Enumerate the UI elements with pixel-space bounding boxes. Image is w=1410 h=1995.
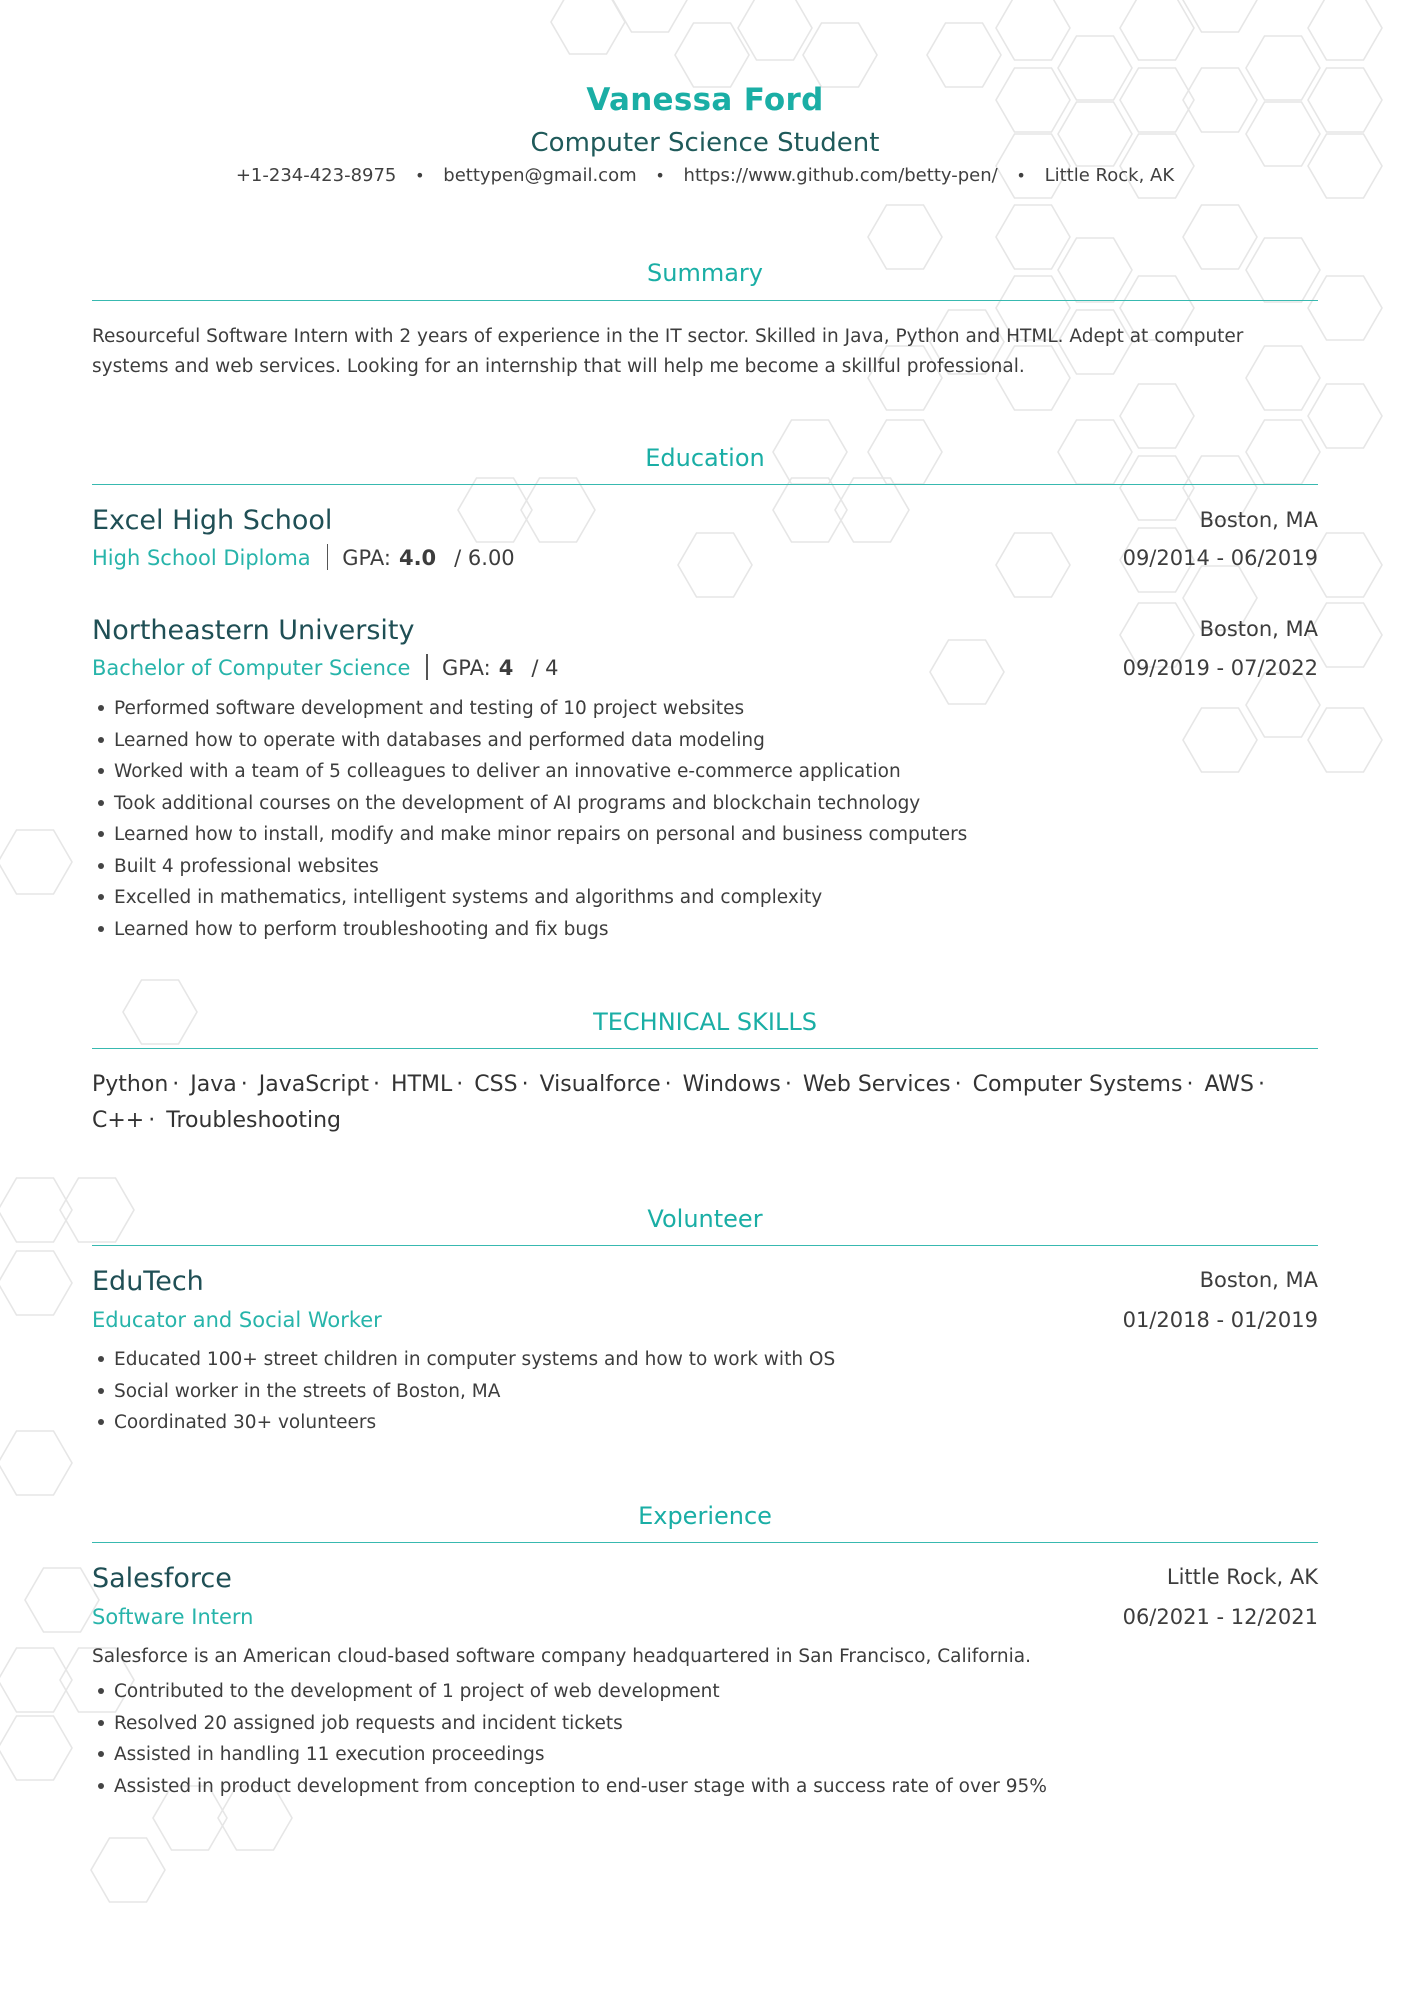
list-item: Contributed to the development of 1 project of web development: [96, 1677, 1047, 1709]
degree-line: [92, 656, 558, 682]
school-dates: 09/2019 - 07/2022: [1122, 656, 1318, 680]
education-divider: [92, 484, 1318, 485]
skill-item: JavaScript: [258, 1072, 370, 1097]
school-location: Boston, MA: [1199, 508, 1318, 532]
gpa: [442, 656, 558, 680]
hexagon-shape: [25, 1568, 99, 1632]
gpa-max: / 4: [531, 656, 559, 680]
skill-item: C++: [92, 1108, 145, 1133]
job-location: Little Rock, AK: [1166, 1565, 1318, 1589]
volunteer-location: Boston, MA: [1199, 1268, 1318, 1292]
education-bullet-list: [96, 694, 967, 946]
hexagon-shape: [1308, 533, 1382, 597]
skill-item: Visualforce: [539, 1072, 661, 1097]
school-dates: 09/2014 - 06/2019: [1122, 546, 1318, 570]
list-item: Resolved 20 assigned job requests and incident tickets: [96, 1709, 1047, 1741]
list-item: Assisted in handling 11 execution proceedings: [96, 1740, 1047, 1772]
list-item: Took additional courses on the development of AI programs and blockchain technology: [96, 789, 967, 821]
skill-separator: ·: [521, 1072, 529, 1097]
job-dates: 06/2021 - 12/2021: [1122, 1605, 1318, 1629]
company-description: Salesforce is an American cloud-based software company headquartered in San Francisco, California.: [92, 1646, 1031, 1667]
degree: Bachelor of Computer Science: [92, 656, 411, 680]
list-item: Learned how to operate with databases and performed data modeling: [96, 726, 967, 758]
gpa-value: 4.0: [398, 546, 437, 570]
skills-list: [92, 1067, 1318, 1139]
hexagon-shape: [1246, 673, 1320, 737]
hexagon-shape: [0, 1648, 72, 1712]
education-heading: Education: [645, 444, 765, 472]
email: bettypen@gmail.com: [443, 165, 637, 186]
contact-separator: •: [655, 166, 665, 185]
hexagon-shape: [1308, 384, 1382, 448]
gpa-max: / 6.00: [454, 546, 515, 570]
hexagon-shape: [0, 1716, 72, 1780]
hexagon-shape: [0, 830, 72, 894]
skill-item: Web Services: [802, 1072, 951, 1097]
github-link: https://www.github.com/betty-pen/: [683, 165, 998, 186]
phone: +1-234-423-8975: [235, 165, 397, 186]
skill-separator: ·: [172, 1072, 180, 1097]
volunteer-divider: [92, 1245, 1318, 1246]
skill-item: CSS: [474, 1072, 518, 1097]
skill-separator: ·: [240, 1072, 248, 1097]
contact-separator: •: [1016, 166, 1026, 185]
volunteer-bullet-list: [96, 1345, 835, 1440]
experience-divider: [92, 1542, 1318, 1543]
hexagon-shape: [1308, 708, 1382, 772]
hexagon-shape: [91, 1838, 165, 1902]
list-item: Coordinated 30+ volunteers: [96, 1408, 835, 1440]
skill-separator: ·: [664, 1072, 672, 1097]
hexagon-shape: [1308, 276, 1382, 340]
list-item: Educated 100+ street children in computer systems and how to work with OS: [96, 1345, 835, 1377]
degree-line: [92, 546, 515, 572]
candidate-name: Vanessa Ford: [586, 82, 824, 118]
candidate-title: Computer Science Student: [530, 128, 880, 158]
hexagon-shape: [1308, 603, 1382, 667]
job-title: Software Intern: [92, 1605, 254, 1629]
contact-line: [0, 165, 1410, 186]
hexagon-shape: [613, 0, 687, 32]
skill-separator: ·: [1186, 1072, 1194, 1097]
skill-item: HTML: [391, 1072, 453, 1097]
summary-divider: [92, 300, 1318, 301]
list-item: Learned how to perform troubleshooting and fix bugs: [96, 915, 967, 947]
hexagon-shape: [1120, 384, 1194, 448]
skill-separator: ·: [954, 1072, 962, 1097]
gpa-label: GPA:: [442, 656, 491, 680]
skill-separator: ·: [148, 1108, 156, 1133]
volunteer-role: Educator and Social Worker: [92, 1308, 382, 1332]
location: Little Rock, AK: [1044, 165, 1175, 186]
school-name: Excel High School: [92, 505, 333, 536]
skill-item: Java: [190, 1072, 237, 1097]
skill-separator: ·: [456, 1072, 464, 1097]
contact-separator: •: [415, 166, 425, 185]
hexagon-shape: [803, 23, 877, 87]
gpa-label: GPA:: [342, 546, 391, 570]
school-location: Boston, MA: [1199, 617, 1318, 641]
hexagon-shape: [996, 0, 1070, 60]
list-item: Performed software development and testing of 10 project websites: [96, 694, 967, 726]
list-item: Social worker in the streets of Boston, MA: [96, 1377, 835, 1409]
hexagon-shape: [996, 533, 1070, 597]
gpa: [342, 546, 514, 570]
skills-heading: TECHNICAL SKILLS: [593, 1008, 817, 1036]
hexagon-shape: [0, 1178, 72, 1242]
hexagon-shape: [678, 533, 752, 597]
hexagon-shape: [1120, 0, 1194, 60]
skill-separator: ·: [1258, 1072, 1266, 1097]
hexagon-shape: [675, 23, 749, 87]
skill-separator: ·: [373, 1072, 381, 1097]
hexagon-shape: [1308, 0, 1382, 60]
skill-item: Windows: [682, 1072, 781, 1097]
experience-bullet-list: [96, 1677, 1047, 1803]
skill-item: AWS: [1204, 1072, 1255, 1097]
skills-divider: [92, 1048, 1318, 1049]
gpa-divider: [426, 654, 428, 680]
skill-item: Troubleshooting: [166, 1108, 341, 1133]
list-item: Excelled in mathematics, intelligent systems and algorithms and complexity: [96, 883, 967, 915]
company-name: Salesforce: [92, 1563, 232, 1594]
summary-heading: Summary: [647, 259, 763, 287]
skill-separator: ·: [784, 1072, 792, 1097]
summary-text: Resourceful Software Intern with 2 years of experience in the IT sector. Skilled in Java, Python and HTML. Adept at computer systems and web services. Looking for an internship that will help me become a skillful professional.: [92, 326, 1244, 377]
list-item: Built 4 professional websites: [96, 852, 967, 884]
volunteer-heading: Volunteer: [647, 1205, 763, 1233]
hexagon-shape: [0, 1251, 72, 1315]
list-item: Assisted in product development from conception to end-user stage with a success rate of over 95%: [96, 1772, 1047, 1804]
hexagon-shape: [1183, 708, 1257, 772]
experience-heading: Experience: [638, 1502, 772, 1530]
hexagon-shape: [551, 0, 625, 54]
list-item: Learned how to install, modify and make minor repairs on personal and business computers: [96, 820, 967, 852]
hexagon-shape: [927, 23, 1001, 87]
degree: High School Diploma: [92, 546, 311, 570]
volunteer-org: EduTech: [92, 1266, 204, 1297]
hexagon-shape: [738, 0, 812, 60]
skill-item: Python: [92, 1072, 169, 1097]
hexagon-shape: [0, 1431, 72, 1495]
skill-item: Computer Systems: [972, 1072, 1183, 1097]
school-name: Northeastern University: [92, 615, 415, 646]
volunteer-dates: 01/2018 - 01/2019: [1122, 1308, 1318, 1332]
list-item: Worked with a team of 5 colleagues to deliver an innovative e-commerce application: [96, 757, 967, 789]
gpa-divider: [327, 544, 329, 570]
gpa-value: 4: [498, 656, 514, 680]
